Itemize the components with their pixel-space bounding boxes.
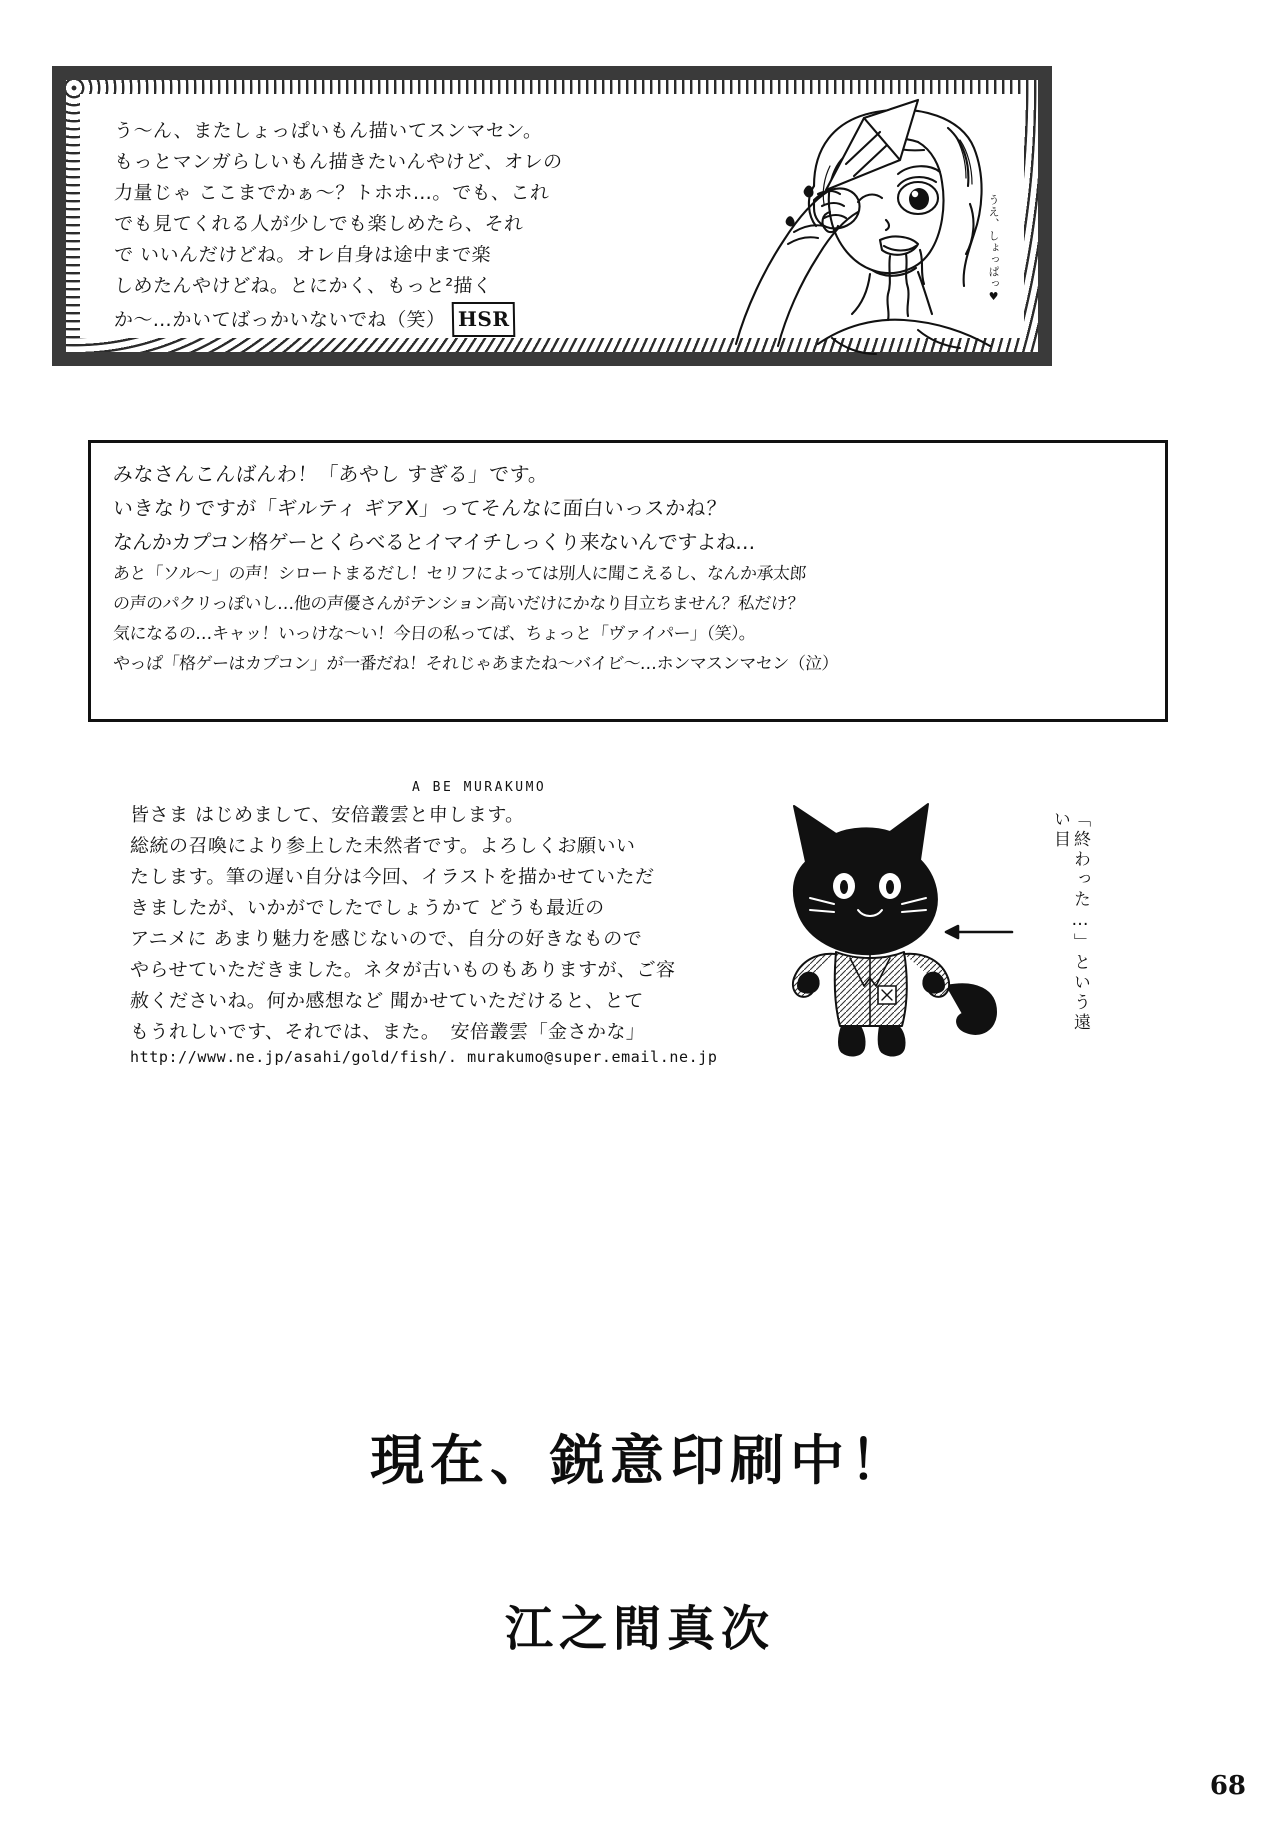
afterword-1-line: でも見てくれる人が少しでも楽しめたら、それ bbox=[113, 213, 525, 235]
afterword-1-line-text: か～…かいてばっかいないでね（笑） bbox=[113, 309, 447, 331]
afterword-box-3 bbox=[130, 780, 1150, 1100]
afterword-2-line: なんかカプコン格ゲーとくらべるとイマイチしっくり来ないんですよね… bbox=[112, 530, 756, 554]
afterword-3-text bbox=[130, 800, 830, 1048]
contact-url-and-email[interactable]: http://www.ne.jp/asahi/gold/fish/. murakumo@super.email.ne.jp bbox=[130, 1048, 718, 1066]
afterword-1-line: しめたんやけどね。とにかく、もっと²描く bbox=[113, 275, 493, 297]
bottom-headline: 現在、鋭意印刷中！ bbox=[370, 1428, 910, 1492]
afterword-3-line: 総統の召喚により参上した未然者です。よろしくお願いい bbox=[129, 835, 636, 857]
illustration-note-1: うえ、しょっぱっ♥ bbox=[987, 194, 1000, 304]
afterword-1-line: で いいんだけどね。オレ自身は途中まで楽 bbox=[113, 244, 492, 266]
afterword-3-line: 赦くださいね。何か感想など 聞かせていただけると、とて bbox=[129, 990, 644, 1012]
afterword-3-line: たします。筆の遅い自分は今回、イラストを描かせていただ bbox=[129, 866, 655, 888]
afterword-1-line bbox=[113, 302, 675, 337]
afterword-3-line: きましたが、いかがでしたでしょうかて どうも最近の bbox=[129, 897, 605, 919]
afterword-3-line: アニメに あまり魅力を感じないので、自分の好きなもので bbox=[129, 928, 643, 950]
page-number: 68 bbox=[1209, 1771, 1246, 1801]
afterword-2-line: やっぱ「格ゲーはカプコン」が一番だね！それじゃあまたね～バイビ～…ホンマスンマセン（泣） bbox=[112, 654, 839, 674]
girl-with-paper-illustration bbox=[618, 94, 1018, 366]
afterword-1-line: う～ん、またしょっぱいもん描いてスンマセン。 bbox=[113, 120, 544, 142]
afterword-box-1 bbox=[52, 66, 1052, 366]
afterword-2-line: あと「ソル～」の声！シロートまるだし！セリフによっては別人に聞こえるし、なんか承太郎 bbox=[112, 564, 807, 584]
bottom-author: 江之間真次 bbox=[504, 1601, 775, 1657]
afterword-2-line: 気になるの…キャッ！いっけな～い！今日の私ってば、ちょっと「ヴァイパー」（笑）。 bbox=[112, 624, 757, 644]
afterword-2-line: いきなりですが「ギルティ ギアX」ってそんなに面白いっスかね？ bbox=[112, 496, 728, 520]
afterword-box-1-inner bbox=[80, 94, 1024, 338]
black-cat-illustration bbox=[750, 790, 1020, 1070]
afterword-3-line: やらせていただきました。ネタが古いものもありますが、ご容 bbox=[129, 959, 676, 981]
artist-signature: HSR bbox=[451, 302, 515, 337]
afterword-3-line: もうれしいです、それでは、また。 安倍叢雲「金さかな」 bbox=[129, 1021, 646, 1043]
afterword-2-line: の声のパクリっぽいし…他の声優さんがテンション高いだけにかなり目立ちません？私だけ？ bbox=[112, 594, 805, 614]
afterword-2-line: みなさんこんばんわ！「あやし すぎる」です。 bbox=[112, 462, 550, 486]
illustration-note-2: 「終わった…」という遠い目 bbox=[1050, 810, 1090, 1033]
afterword-1-text bbox=[114, 116, 674, 337]
afterword-1-line: もっとマンガらしいもん描きたいんやけど、オレの bbox=[113, 151, 564, 173]
afterword-2-text bbox=[113, 457, 1155, 679]
afterword-box-2 bbox=[88, 440, 1168, 722]
murakumo-romaji-title: A BE MURAKUMO bbox=[412, 780, 547, 795]
afterword-1-line: 力量じゃ ここまでかぁ～？トホホ…。でも、これ bbox=[113, 182, 551, 204]
afterword-3-line: 皆さま はじめまして、安倍叢雲と申します。 bbox=[129, 804, 526, 826]
